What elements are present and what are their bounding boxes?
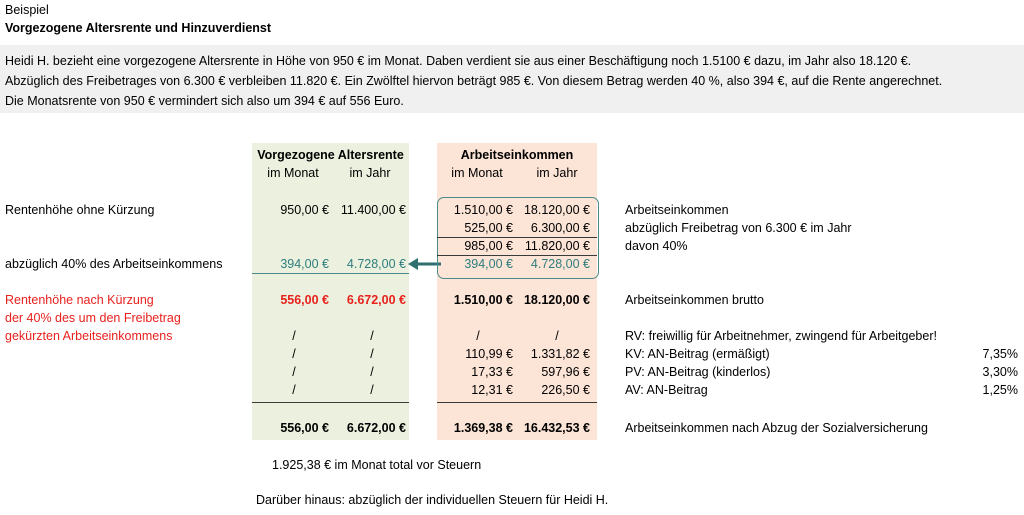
einkommen-divider-2 bbox=[437, 255, 597, 256]
note-total: Arbeitseinkommen nach Abzug der Sozialversicherung bbox=[625, 421, 928, 435]
footer-note: Darüber hinaus: abzüglich der individuellen Steuern für Heidi H. bbox=[256, 493, 609, 507]
einkommen-total-jahr: 16.432,53 € bbox=[523, 421, 590, 435]
intro-line-3: Die Monatsrente von 950 € vermindert sich also um 394 € auf 556 Euro. bbox=[5, 94, 404, 108]
rente-r1-monat: 950,00 € bbox=[280, 203, 329, 217]
slash: / bbox=[370, 365, 374, 379]
einkommen-r3-monat: 985,00 € bbox=[464, 239, 513, 253]
slash: / bbox=[555, 329, 559, 343]
total-before-tax: 1.925,38 € im Monat total vor Steuern bbox=[272, 458, 482, 472]
einkommen-kv-jahr: 1.331,82 € bbox=[530, 347, 590, 361]
rente-jahr-header: im Jahr bbox=[349, 166, 391, 180]
slash: / bbox=[370, 347, 374, 361]
einkommen-r1-monat: 1.510,00 € bbox=[453, 203, 513, 217]
label-beispiel: Beispiel bbox=[5, 3, 49, 17]
note-davon-40: davon 40% bbox=[625, 239, 688, 253]
einkommen-r5-monat: 1.510,00 € bbox=[453, 293, 513, 307]
einkommen-kv-monat: 110,99 € bbox=[465, 347, 513, 361]
rente-r4-jahr: 4.728,00 € bbox=[346, 257, 406, 271]
rente-total-divider bbox=[252, 402, 409, 403]
einkommen-header: Arbeitseinkommen bbox=[460, 148, 574, 162]
label-abzueglich: abzüglich 40% des Arbeitseinkommens bbox=[5, 257, 223, 271]
rate-pv: 3,30% bbox=[982, 365, 1018, 379]
einkommen-r4-jahr: 4.728,00 € bbox=[530, 257, 590, 271]
page-title: Vorgezogene Altersrente und Hinzuverdienst bbox=[5, 21, 272, 35]
label-ohne-kuerzung: Rentenhöhe ohne Kürzung bbox=[5, 203, 155, 217]
rente-monat-header: im Monat bbox=[267, 166, 319, 180]
rente-column-bg bbox=[252, 143, 409, 440]
slash: / bbox=[292, 347, 296, 361]
rate-av: 1,25% bbox=[982, 383, 1018, 397]
einkommen-r1-jahr: 18.120,00 € bbox=[523, 203, 590, 217]
label-nach-kuerzung-3: gekürzten Arbeitseinkommens bbox=[5, 329, 173, 343]
einkommen-r2-jahr: 6.300,00 € bbox=[530, 221, 590, 235]
rente-total-jahr: 6.672,00 € bbox=[346, 421, 406, 435]
slash: / bbox=[370, 383, 374, 397]
einkommen-av-jahr: 226,50 € bbox=[541, 383, 590, 397]
slash: / bbox=[292, 365, 296, 379]
rente-total-monat: 556,00 € bbox=[280, 421, 329, 435]
einkommen-av-monat: 12,31 € bbox=[471, 383, 513, 397]
einkommen-r3-jahr: 11.820,00 € bbox=[524, 239, 590, 253]
einkommen-r5-jahr: 18.120,00 € bbox=[523, 293, 590, 307]
note-rv: RV: freiwillig für Arbeitnehmer, zwingend für Arbeitgeber! bbox=[625, 329, 937, 343]
slash: / bbox=[292, 329, 296, 343]
rente-header: Vorgezogene Altersrente bbox=[257, 148, 404, 162]
einkommen-monat-header: im Monat bbox=[451, 166, 503, 180]
rate-kv: 7,35% bbox=[982, 347, 1018, 361]
einkommen-pv-monat: 17,33 € bbox=[471, 365, 513, 379]
label-nach-kuerzung-1: Rentenhöhe nach Kürzung bbox=[5, 293, 154, 307]
rente-divider-teal bbox=[252, 273, 409, 274]
note-pv: PV: AN-Beitrag (kinderlos) bbox=[625, 365, 771, 379]
einkommen-total-divider bbox=[437, 402, 597, 403]
note-brutto: Arbeitseinkommen brutto bbox=[625, 293, 764, 307]
rente-r5-jahr: 6.672,00 € bbox=[346, 293, 406, 307]
slash: / bbox=[370, 329, 374, 343]
einkommen-divider-1 bbox=[437, 237, 597, 238]
label-nach-kuerzung-2: der 40% des um den Freibetrag bbox=[5, 311, 181, 325]
note-arbeitseinkommen: Arbeitseinkommen bbox=[625, 203, 729, 217]
einkommen-total-monat: 1.369,38 € bbox=[453, 421, 513, 435]
einkommen-r4-monat: 394,00 € bbox=[464, 257, 513, 271]
note-av: AV: AN-Beitrag bbox=[625, 383, 708, 397]
slash: / bbox=[292, 383, 296, 397]
intro-line-2: Abzüglich des Freibetrages von 6.300 € verbleiben 11.820 €. Ein Zwölftel hiervon beträgt 985 €. Von diesem Betrag werden 40 %, also 394 €, auf die Rente angerechnet. bbox=[5, 74, 943, 88]
note-freibetrag: abzüglich Freibetrag von 6.300 € im Jahr bbox=[625, 221, 852, 235]
rente-r4-monat: 394,00 € bbox=[280, 257, 329, 271]
slash: / bbox=[476, 329, 480, 343]
intro-line-1: Heidi H. bezieht eine vorgezogene Altersrente in Höhe von 950 € im Monat. Daben verdient sie aus einer Beschäftigung noch 1.5100 € dazu, im Jahr also 18.120 €. bbox=[5, 54, 912, 68]
rente-r5-monat: 556,00 € bbox=[280, 293, 329, 307]
note-kv: KV: AN-Beitrag (ermäßigt) bbox=[625, 347, 770, 361]
einkommen-pv-jahr: 597,96 € bbox=[541, 365, 590, 379]
einkommen-jahr-header: im Jahr bbox=[536, 166, 578, 180]
rente-r1-jahr: 11.400,00 € bbox=[340, 203, 406, 217]
einkommen-r2-monat: 525,00 € bbox=[464, 221, 513, 235]
